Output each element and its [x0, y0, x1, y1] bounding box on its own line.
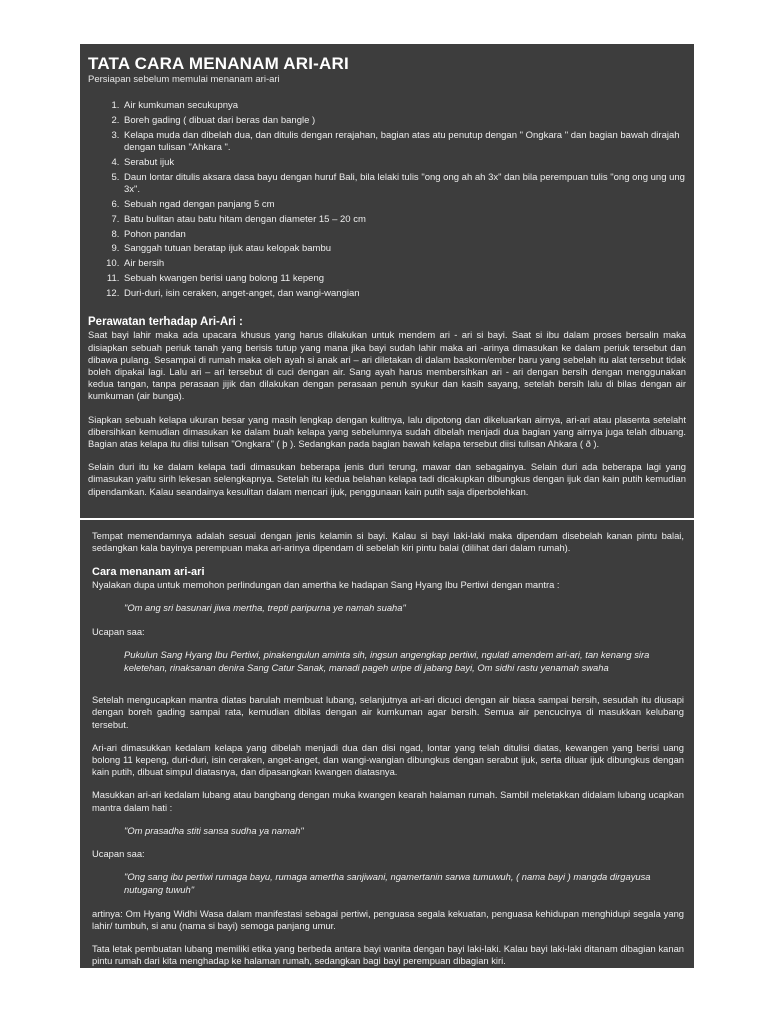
list-item: 12. Duri-duri, isin ceraken, anget-anget, dan wangi-wangian — [122, 288, 686, 301]
intro-paragraph: Tempat memendamnya adalah sesuai dengan jenis kelamin si bayi. Kalau si bayi laki-laki maka dipendam disebelah kanan pintu balai, sedangkan kala bayinya perempuan maka ari-arinya dipendam di sebelah kiri pintu balai (dilihat dari dalam rumah). — [92, 530, 684, 554]
body-paragraph: Masukkan ari-ari kedalam lubang atau bangbang dengan muka kwangen kearah halaman rumah. Sambil meletakkan didalam lubang ucapkan mantra dalam hati : — [92, 789, 684, 813]
instruction-line: Nyalakan dupa untuk memohon perlindungan dan amertha ke hadapan Sang Hyang Ibu Pertiwi dengan mantra : — [92, 579, 560, 591]
ucapan-label: Ucapan saa: — [92, 626, 145, 637]
list-item: 10. Air bersih — [122, 258, 686, 271]
list-item: 5. Daun lontar ditulis aksara dasa bayu dengan huruf Bali, bila lelaki tulis "ong ong ah ah 3x" dan bila perempuan tulis "ong ong ung ung 3x". — [122, 172, 686, 197]
document-page-section-1 — [80, 44, 694, 518]
list-item: 9. Sanggah tutuan beratap ijuk atau kelopak bambu — [122, 243, 686, 256]
list-item: 4. Serabut ijuk — [122, 157, 686, 170]
list-item: 7. Batu bulitan atau batu hitam dengan diameter 15 – 20 cm — [122, 214, 686, 227]
mantra-quote: "Om ang sri basunari jiwa mertha, trepti paripurna ye namah suaha" — [124, 602, 406, 614]
body-paragraph: Selain duri itu ke dalam kelapa tadi dimasukan beberapa jenis duri terung, mawar dan sebagainya. Selain duri ada beberapa lagi yang dimasukan yaitu sirih lekesan selengkapnya. Setelah itu kedua belahan kelapa tadi dicakupkan dibungkus dengan ijuk dan kain putih kemudian dipendamkan. Kalau seandainya kesulitan dalam mencari ijuk, penggunaan kain putih saja diperbolehkan. — [88, 461, 686, 497]
list-item: 8. Pohon pandan — [122, 229, 686, 242]
list-item: 6. Sebuah ngad dengan panjang 5 cm — [122, 199, 686, 212]
care-heading: Perawatan terhadap Ari-Ari : — [88, 316, 243, 329]
saa-quote: Pukulun Sang Hyang Ibu Pertiwi, pinakengulun aminta sih, ingsun angengkap pertiwi, ngulati amendem ari-ari, tan kenang sira keletehan, rinaksanan denira Sang Catur Sanak, manadi pageh uripe di jabang bayi, Om sidhi rastu yenamah swaha — [124, 649, 650, 673]
saa-quote: "Ong sang ibu pertiwi rumaga bayu, rumaga amertha sanjiwani, ngamertanin sarwa tumuwuh, ( nama bayi ) mangda dirgayusa nutugang tuwuh" — [124, 871, 651, 895]
list-item: 3. Kelapa muda dan dibelah dua, dan ditulis dengan rerajahan, bagian atas atu penutup dengan " Ongkara " dan bagian bawah dirajah dengan tulisan "Ahkara ". — [122, 130, 686, 155]
body-paragraph: Ari-ari dimasukkan kedalam kelapa yang dibelah menjadi dua dan disi ngad, lontar yang telah ditulisi diatas, kewangen yang berisi uang bolong 11 kepeng, duri-duri, isin ceraken, anget-anget, dan wangi-wangian dibungkus dengan serabut ijuk, serta diluar ijuk dibungkus dengan kain putih, dibuat simpul diatasnya, dan dipasangkan kwangen diatasnya. — [92, 741, 684, 778]
list-item: 11. Sebuah kwangen berisi uang bolong 11 kepeng — [122, 273, 686, 286]
list-item: 2. Boreh gading ( dibuat dari beras dan bangle ) — [122, 115, 686, 128]
section-heading: Cara menanam ari-ari — [92, 566, 205, 579]
list-item: 1. Air kumkuman secukupnya — [122, 100, 686, 113]
preparation-list — [88, 100, 686, 300]
body-paragraph: Setelah mengucapkan mantra diatas barulah membuat lubang, selanjutnya ari-ari dicuci dengan air biasa sampai bersih, sesudah itu diusapi dengan boreh gading sampai rata, kemudian dibilas dengan air kumkuman agar bersih. Semua air pencucinya di masukkan kelubang tersebut. — [92, 694, 684, 730]
body-paragraph: Siapkan sebuah kelapa ukuran besar yang masih lengkap dengan kulitnya, lalu dipotong dan dikeluarkan airnya, ari-ari atau plasenta setelaht dibersihkan kemudian dimasukan ke dalam buah kelapa yang sebelumnya sudah dibelah menjadi dua bagian yang airnya juga telah dibuang. Bagian atas kelapa itu diisi tulisan "Ongkara" ( þ ). Sedangkan pada bagian bawah kelapa tersebut diisi tulisan Ahkara ( ð ). — [88, 413, 686, 449]
body-paragraph: artinya: Om Hyang Widhi Wasa dalam manifestasi sebagai pertiwi, penguasa segala kekuatan, penguasa kehidupan menghidupi segala yang lahir/ tumbuh, si anu (nama si bayi) semoga panjang umur. — [92, 907, 684, 931]
body-paragraph: Saat bayi lahir maka ada upacara khusus yang harus dilakukan untuk mendem ari - ari si bayi. Saat si ibu dalam proses bersalin maka disiapkan sebuah periuk tanah yang berisis tutup yang mana jika bayi sudah lahir maka ari -arinya dimasukan ke dalam periuk tersebut dan dibawa pulang. Sesampai di rumah maka oleh ayah si anak ari – ari diletakan di dalam baskom/ember baru yang sebelah itu alat tersebut tidak boleh dipakai lagi. Lalu ari – ari tersebut di cuci dengan air. Sang ayah harus membersihkan ari - ari dengan bersih dengan menggunakan kedua tangan, tanpa perasaan jijik dan dilakukan dengan perasaan penuh syukur dan kasih sayang, setelah bersih lalu di bilas dengan air kumkuman (air bunga). — [88, 329, 686, 402]
mantra-quote: "Om prasadha stiti sansa sudha ya namah" — [124, 824, 304, 836]
document-page-section-2 — [80, 520, 694, 968]
page-subtitle: Persiapan sebelum memulai menanam ari-ari — [88, 74, 280, 85]
body-paragraph: Tata letak pembuatan lubang memiliki etika yang berbeda antara bayi wanita dengan bayi laki-laki. Kalau bayi laki-laki ditanam dibagian kanan pintu rumah dari kita menghadap ke halaman rumah, sedangkan bagi bayi perempuan dibagian kiri. — [92, 943, 684, 967]
ucapan-label: Ucapan saa: — [92, 848, 145, 860]
page-title: TATA CARA MENANAM ARI-ARI — [88, 54, 349, 73]
